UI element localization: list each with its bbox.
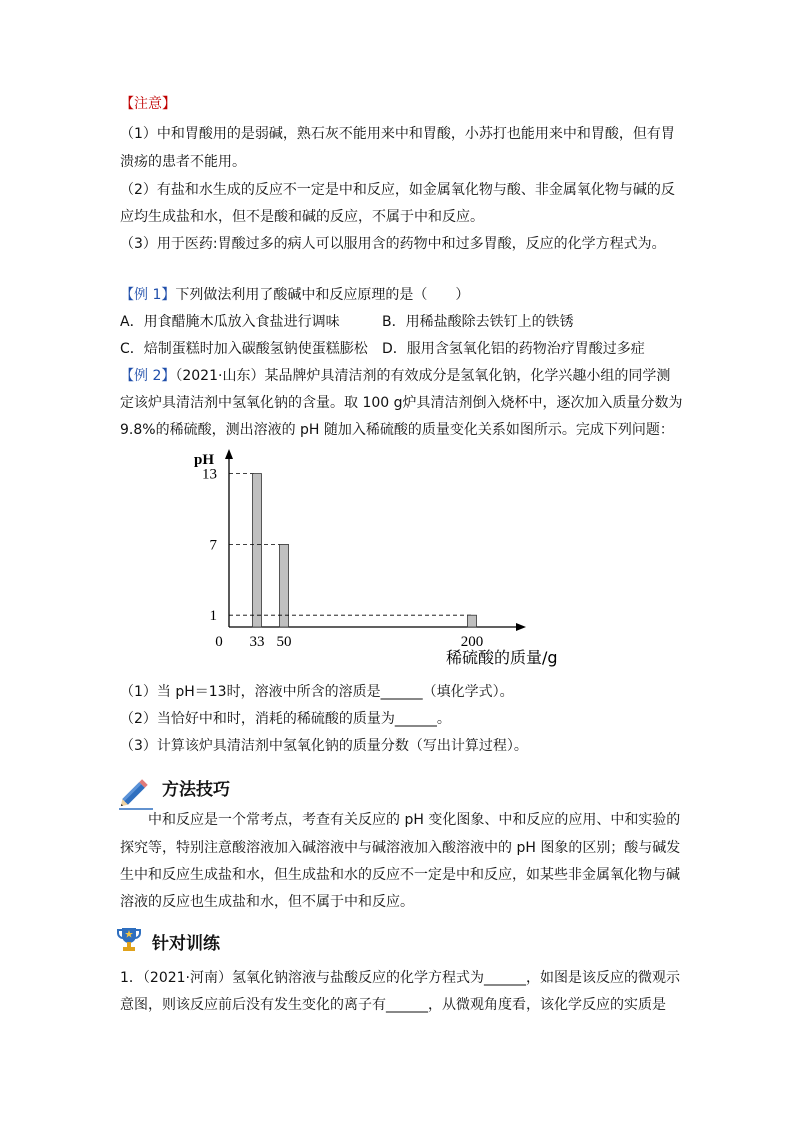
note-line-5: （3）用于医药:胃酸过多的病人可以服用含的药物中和过多胃酸，反应的化学方程式为。 xyxy=(120,236,666,252)
example1-tag: 【例 1】 xyxy=(120,287,176,303)
example2-line-3: 9.8%的稀硫酸，测出溶液的 pH 随加入稀硫酸的质量变化关系如图所示。完成下列问题： xyxy=(120,422,674,438)
example2-line-2: 定该炉具清洁剂中氢氧化钠的含量。取 100 g炉具清洁剂倒入烧杯中，逐次加入质量分数为 xyxy=(120,395,683,411)
trophy-icon xyxy=(116,926,142,958)
bar-200 xyxy=(468,615,477,627)
y-axis-label: pH xyxy=(194,452,215,468)
x-tick-label-200: 200 xyxy=(460,634,484,650)
x-axis-arrow xyxy=(516,623,526,631)
example1-question-line xyxy=(120,285,469,305)
bar-50 xyxy=(280,544,289,627)
example1-option-b: B．用稀盐酸除去铁钉上的铁锈 xyxy=(382,314,574,330)
example1-option-d: D．服用含氢氧化铝的药物治疗胃酸过多症 xyxy=(382,341,645,357)
note-line-4: 应均生成盐和水，但不是酸和碱的反应，不属于中和反应。 xyxy=(120,209,484,225)
y-axis-arrow xyxy=(225,449,233,459)
example2-question-1: （1）当 pH＝13时，溶液中所含的溶质是______（填化学式）。 xyxy=(120,684,514,700)
x-tick-label-33: 33 xyxy=(249,634,265,650)
tips-line-4: 溶液的反应也生成盐和水，但不属于中和反应。 xyxy=(120,894,414,910)
x-axis-label: 稀硫酸的质量/g xyxy=(446,648,558,667)
tips-line-1: 中和反应是一个常考点，考查有关反应的 pH 变化图象、中和反应的应用、中和实验的 xyxy=(148,812,681,828)
example2-question-2: （2）当恰好中和时，消耗的稀硫酸的质量为______。 xyxy=(120,711,451,727)
example1-option-c: C．焙制蛋糕时加入碳酸氢钠使蛋糕膨松 xyxy=(120,341,368,357)
x-tick-label-50: 50 xyxy=(276,634,292,650)
note-line-1: （1）中和胃酸用的是弱碱，熟石灰不能用来中和胃酸，小苏打也能用来中和胃酸，但有胃 xyxy=(120,126,675,142)
y-tick-label-7: 7 xyxy=(209,537,217,554)
note-line-3: （2）有盐和水生成的反应不一定是中和反应，如金属氧化物与酸、非金属氧化物与碱的反 xyxy=(120,182,675,198)
bar-33 xyxy=(253,474,262,627)
example1-option-a: A．用食醋腌木瓜放入食盐进行调味 xyxy=(120,314,340,330)
tips-line-3: 生中和反应生成盐和水，但生成盐和水的反应不一定是中和反应，如某些非金属氧化物与碱 xyxy=(120,867,680,883)
note-heading: 【注意】 xyxy=(120,96,176,112)
example2-text-1: （2021·山东）某品牌炉具清洁剂的有效成分是氢氧化钠，化学兴趣小组的同学测 xyxy=(175,368,671,384)
y-tick-label-13: 13 xyxy=(202,466,217,483)
example2-question-3: （3）计算该炉具清洁剂中氢氧化钠的质量分数（写出计算过程）。 xyxy=(120,738,528,754)
y-tick-label-1: 1 xyxy=(209,608,217,625)
training-title: 针对训练 xyxy=(152,934,220,954)
training-line-1: 1．（2021·河南）氢氧化钠溶液与盐酸反应的化学方程式为______，如图是该反应的微观示 xyxy=(120,970,680,986)
tips-line-2: 探究等，特别注意酸溶液加入碱溶液中与碱溶液加入酸溶液中的 pH 图象的区别；酸与碱发 xyxy=(120,840,681,856)
tips-title: 方法技巧 xyxy=(162,780,230,800)
example1-question: 下列做法利用了酸碱中和反应原理的是（ ） xyxy=(175,287,470,303)
training-line-2: 意图，则该反应前后没有发生变化的离子有______，从微观角度看，该化学反应的实质是 xyxy=(120,997,666,1013)
origin-label: 0 xyxy=(215,634,223,650)
ph-chart xyxy=(190,445,610,670)
example2-line-1 xyxy=(120,366,670,386)
example2-tag: 【例 2】 xyxy=(120,368,176,384)
note-line-2: 溃疡的患者不能用。 xyxy=(120,154,246,170)
